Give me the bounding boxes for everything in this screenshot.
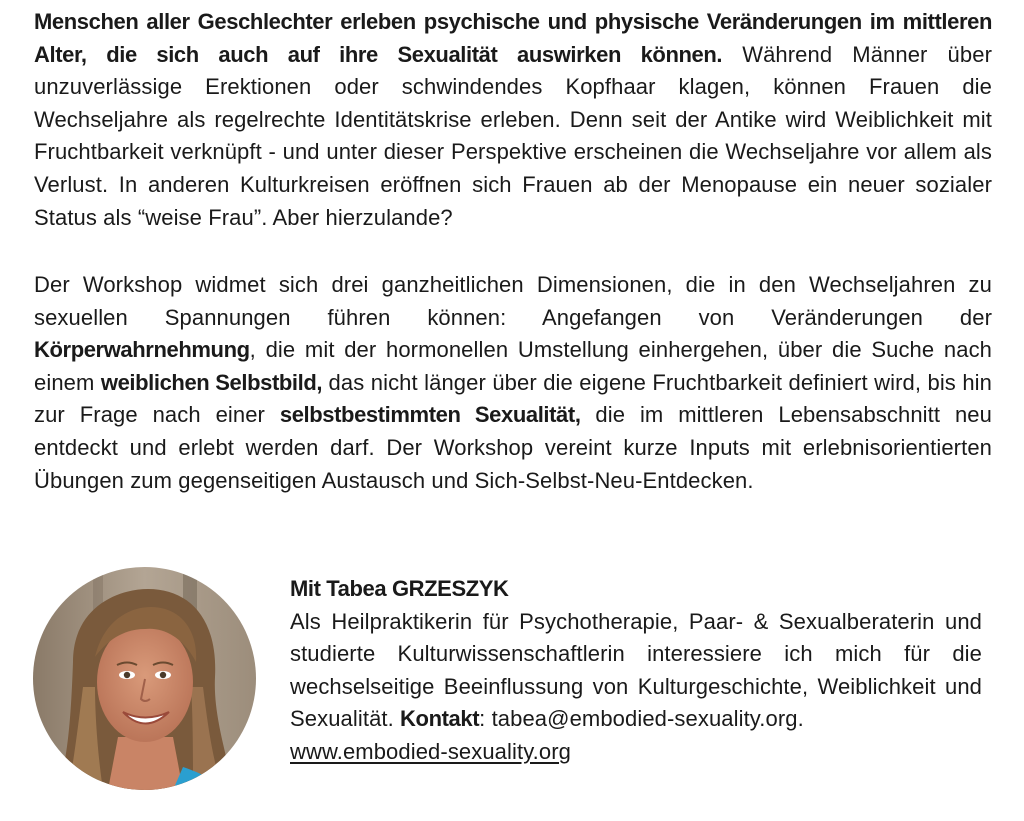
speaker-description: Als Heilpraktikerin für Psychotherapie, Paar- & Sexualberaterin und studierte Kulturwissenschaftlerin interessiere ich mich für die wechselseitige Beeinflussung von Kulturgeschichte, Weiblichkeit und Sexualität. bbox=[290, 608, 982, 732]
intro-lead: Menschen aller Geschlechter erleben psychische und physische Veränderungen im mittleren Alter, die sich auch auf ihre Sexualität auswirken können. bbox=[34, 9, 992, 67]
workshop-text-3: das nicht länger über die eigene Fruchtbarkeit definiert wird, bis hin zur Frage nach einer bbox=[34, 369, 992, 428]
contact-label: Kontakt bbox=[400, 706, 480, 732]
website-link[interactable]: www.embodied-sexuality.org bbox=[290, 738, 571, 764]
contact-email[interactable]: tabea@embodied-sexuality.org. bbox=[491, 706, 804, 732]
workshop-paragraph bbox=[34, 269, 992, 497]
workshop-highlight-body-perception: Körperwahrnehmung bbox=[34, 337, 250, 363]
speaker-bio bbox=[290, 573, 982, 769]
workshop-highlight-sexuality: selbstbestimmten Sexualität, bbox=[279, 402, 581, 428]
workshop-text-4: die im mittleren Lebensabschnitt neu entdeckt und erlebt werden darf. Der Workshop vereint kurze Inputs mit erlebnisorientierten Übungen zum gegenseitigen Austausch und Sich-Selbst-Neu-Entdecken. bbox=[34, 402, 992, 493]
portrait-photo bbox=[33, 567, 256, 790]
contact-separator: : bbox=[479, 706, 492, 732]
intro-paragraph bbox=[34, 6, 992, 234]
intro-text: Während Männer über unzuverlässige Erektionen oder schwindendes Kopfhaar klagen, können Frauen die Wechseljahre als regelrechte Identitätskrise erleben. Denn seit der Antike wird Weiblichkeit mit Fruchtbarkeit verknüpft - und unter dieser Perspektive erscheinen die Wechseljahre vor allem als Verlust. In anderen Kulturkreisen eröffnen sich Frauen ab der Menopause ein neuer sozialer Status als “weise Frau”. Aber hierzulande? bbox=[34, 41, 992, 230]
speaker-name: Mit Tabea GRZESZYK bbox=[290, 576, 509, 601]
workshop-text-2: , die mit der hormonellen Umstellung einhergehen, über die Suche nach einem bbox=[34, 337, 992, 395]
workshop-highlight-self-image: weiblichen Selbstbild, bbox=[100, 369, 323, 395]
workshop-text-1: Der Workshop widmet sich drei ganzheitlichen Dimensionen, die in den Wechseljahren zu sexuellen Spannungen führen können: Angefangen von Veränderungen der bbox=[34, 272, 992, 330]
